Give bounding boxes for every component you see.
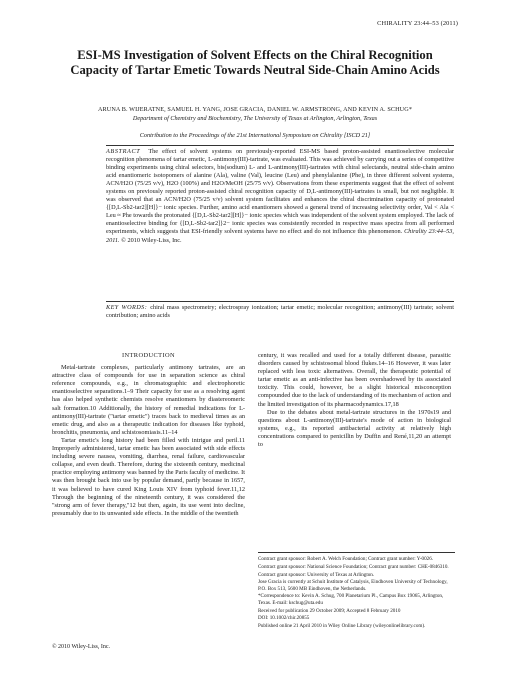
affiliation: Department of Chemistry and Biochemistry, The University of Texas at Arlington, Arlington, Texas bbox=[132, 115, 378, 122]
abstract bbox=[106, 148, 454, 245]
footnote: Published online 21 April 2010 in Wiley Online Library (wileyonlinelibrary.com). bbox=[258, 623, 426, 630]
author-list: ARUNA B. WIJERATNE, SAMUEL H. YANG, JOSE GRACIA, DANIEL W. ARMSTRONG, AND KEVIN A. SCHUG* bbox=[97, 106, 413, 113]
intro-paragraph-3: century, it was recalled and used for a totally different disease, parasitic disorders caused by schistosomal blood flukes.14–16 However, it was later replaced with less toxic alternatives. Overall, the therapeutic potential of tartar emetic as an anti-infective has been overshadowed by its associated toxicity. This could, however, be a slight historical misconception compounded due to the lack of understanding of its mechanism of action and the limited investigation of its pharmacodynamics.17,18 bbox=[258, 352, 451, 408]
footnote: Received for publication 29 October 2009; Accepted 8 February 2010 bbox=[258, 607, 401, 614]
abstract-citation: Chirality 23:44–53, 2011. bbox=[106, 228, 454, 244]
intro-paragraph-4: Due to the debates about metal-tartrate structures in the 1970s19 and questions about L-antimony(III)-tartrate's mode of action in biological systems, e.g., its reported antibacterial activity at relatively high concentrations compared to penicillin by Duffin and René,11,20 an attempt to bbox=[258, 408, 451, 449]
keywords-text: chiral mass spectrometry; electrospray ionization; tartar emetic; molecular recognition; antimony(III) tartrate; solvent contribution; amino acids bbox=[106, 304, 454, 320]
footnote: Contract grant sponsor: Robert A. Welch Foundation; Contract grant number: Y-0026. bbox=[258, 556, 434, 562]
footnote: DOI: 10.1002/chir.20855 bbox=[258, 615, 310, 622]
abstract-top-rule bbox=[106, 145, 454, 146]
abstract-text: The effect of solvent systems on previously-reported ESI-MS based proton-assisted enantioselective molecular recognition phenomena of tartar emetic, L-antimony(III)-tartrate, was evaluated. This was achieved by carrying out a series of competitive binding experiments using chiral selectors, bis(sodium) L- and L-antimony(III)-tartrates with chiral selectands, neutral side-chain amino acid enantiomeric isotopomers of alanine (Ala), valine (Val), leucine (Leu) and phenylalanine (Phe), in three different solvent systems, ACN/H2O (75/25 v/v), H2O (100%) and H2O/MeOH (25/75 v/v). Observations from these experiments suggest that the effect of solvent systems on previously reported proton-assisted chiral recognition capacity of D,L-antimony(III)-tartrates is small, but not negligible. It was observed that an ACN/H2O (75/25 v/v) solvent system facilitates and enhances the chiral discrimination capacity of protonated {[D,L-Sb2-tar2][H]}− ionic species. Further, amino acid enantiomers showed a general trend of increasing selectivity order, Val < Ala < Leu ≈ Phe towards the protonated {[D,L-Sb2-tar2][H]}− ionic species which was independent of the solvent system employed. The lack of enantioselective binding for {[D,L-Sb2-tar2]}2− ionic species was consistently recorded in respective mass spectra from all performed experiments, which suggests that ESI-friendly solvent systems have no effect and do not influence this phenomenon. bbox=[106, 148, 454, 236]
introduction-heading: INTRODUCTION bbox=[121, 352, 176, 359]
article-title: ESI-MS Investigation of Solvent Effects on the Chiral Recognition Capacity of Tartar Emetic Towards Neutral Side-Chain Amino Acids bbox=[70, 48, 440, 77]
intro-paragraph-1: Metal-tartrate complexes, particularly antimony tartrates, are an attractive class of compounds for use in separation science as chiral reference compounds, e.g., in chromatographic and electrophoretic enantioselective separations.1–9 Their capacity for use as a resolving agent has also helped synthetic chemists resolve enantiomers by diastereomeric salt formation.10 Additionally, the history of remedial indications for L-antimony(III)-tartrate ("tartar emetic") traces back to medieval times as an emetic drug, and also as a therapeutic indication for diseases like typhoid, bronchitis, pneumonia, and schistosomiasis.11–14 bbox=[52, 364, 245, 436]
keywords-top-rule bbox=[106, 301, 454, 302]
footnote: *Correspondence to: Kevin A. Schug, 700 Planetarium Pl., Campus Box 19065, Arlington, Texas. E-mail: kschug@uta.edu bbox=[258, 593, 444, 606]
page-copyright: © 2010 Wiley-Liss, Inc. bbox=[52, 644, 111, 650]
keywords-label: KEY WORDS: bbox=[106, 304, 148, 311]
footnote: Jose Gracia is currently at Schuit Institute of Catalysis, Eindhoven University of Technology, P.O. Box 513, 5600 MB Eindhoven, the Netherlands. bbox=[258, 579, 448, 592]
abstract-copyright: © 2010 Wiley-Liss, Inc. bbox=[121, 236, 182, 244]
footnotes bbox=[258, 552, 455, 631]
contribution-note: Contribution to the Proceedings of the 21st International Symposium on Chirality [ISCD 21] bbox=[139, 132, 371, 139]
intro-paragraph-2: Tartar emetic's long history had been filled with intrigue and peril.11 Improperly administered, tartar emetic has been associated with side effects including severe nausea, vomiting, diarrhea, renal failure, cardiovascular collapse, and even death. Therefore, during the sixteenth century, medicinal practice employing antimony was banned by the Paris faculty of medicine. It was then brought back into use by popular demand, partly because in 1657, it was believed to have cured King Louis XIV from typhoid fever.11,12 Through the beginning of the nineteenth century, it was considered the "strong arm of fever therapy,"12 but then, again, its use went into decline, presumably due to its unwanted side effects. In the middle of the twentieth bbox=[52, 436, 245, 517]
footnote: Contract grant sponsor: National Science Foundation; Contract grant number: CHE-0846310. bbox=[258, 563, 449, 570]
footnote: Contract grant sponsor: University of Texas at Arlington. bbox=[258, 571, 375, 578]
keywords bbox=[106, 304, 454, 320]
abstract-label: ABSTRACT bbox=[106, 148, 141, 155]
right-column bbox=[258, 352, 451, 449]
running-head: CHIRALITY 23:44–53 (2011) bbox=[377, 20, 458, 27]
left-column bbox=[52, 352, 245, 518]
